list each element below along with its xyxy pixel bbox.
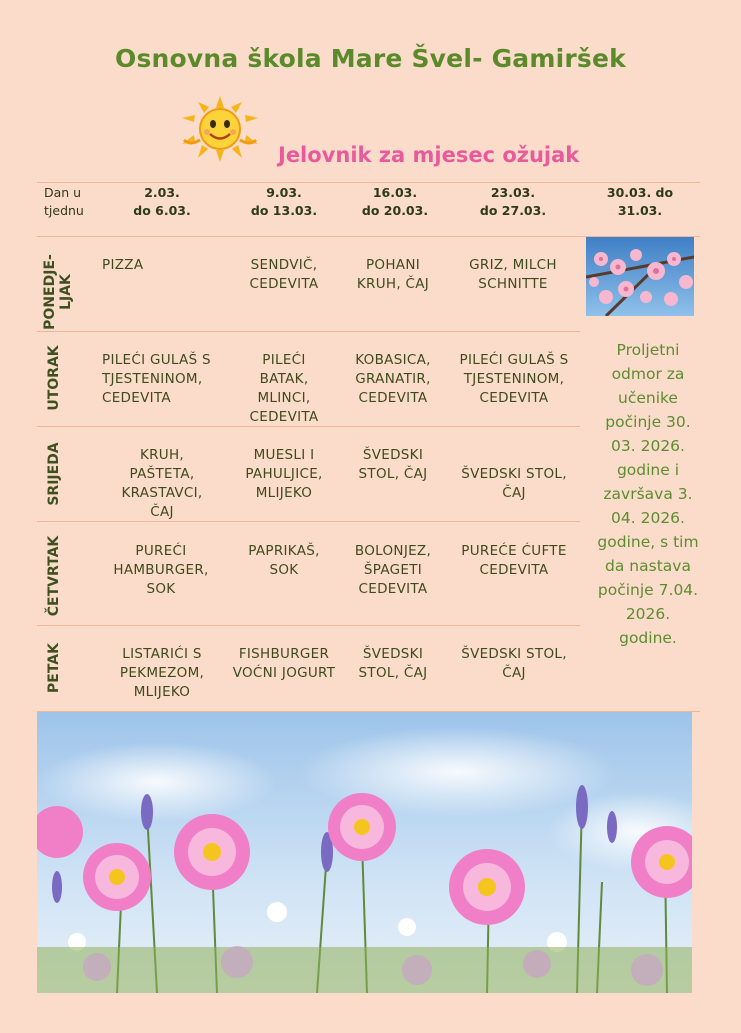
menu-title: Jelovnik za mjesec ožujak — [278, 143, 580, 167]
meal-cell: POHANI KRUH, ČAJ — [356, 257, 430, 292]
meal-cell: SENDVIČ, CEDEVITA — [249, 257, 319, 292]
school-title: Osnovna škola Mare Švel- Gamiršek — [115, 44, 626, 73]
day-label-thursday: ČETVRTAK — [46, 535, 62, 617]
meal-cell: PAPRIKAŠ, SOK — [248, 543, 320, 578]
meal-cell: MUESLI I PAHULJICE, MLIJEKO — [245, 447, 323, 501]
meal-cell: PUREĆI HAMBURGER, SOK — [113, 543, 209, 597]
day-column-header: Dan u tjednu — [44, 185, 84, 218]
meal-cell: PUREĆE ĆUFTE CEDEVITA — [461, 543, 567, 578]
week-header: 30.03. do 31.03. — [606, 185, 674, 218]
meal-cell: GRIZ, MILCH SCHNITTE — [469, 257, 557, 292]
meal-cell: PILEĆI GULAŠ S TJESTENINOM, CEDEVITA — [459, 352, 569, 406]
meal-cell: ŠVEDSKI STOL, ČAJ — [358, 646, 428, 681]
day-label-wednesday: SRIJEDA — [46, 442, 62, 506]
meal-cell: LISTARIĆI S PEKMEZOM, MLIJEKO — [119, 646, 205, 700]
meal-cell: KOBASICA, GRANATIR, CEDEVITA — [355, 352, 431, 406]
holiday-note: Proljetni odmor za učenike počinje 30. 03. 2026. godine i završava 3. 04. 2026. godine, s tim da nastava počinje 7.04. 2026. godine. — [597, 341, 699, 647]
meal-cell: PIZZA — [102, 257, 144, 273]
cherry-blossom-image — [586, 237, 694, 316]
meal-cell: PILEĆI GULAŠ S TJESTENINOM, CEDEVITA — [102, 352, 211, 406]
week-header: 16.03. do 20.03. — [361, 185, 429, 218]
meal-cell: ŠVEDSKI STOL, ČAJ — [461, 646, 567, 681]
day-label-friday: PETAK — [46, 643, 62, 693]
grid-line — [37, 182, 700, 183]
week-header: 9.03. do 13.03. — [250, 185, 318, 218]
week-header: 23.03. do 27.03. — [479, 185, 547, 218]
meal-cell: BOLONJEZ, ŠPAGETI CEDEVITA — [354, 543, 432, 597]
grid-line — [37, 331, 580, 332]
grid-line — [37, 625, 580, 626]
meal-cell: KRUH, PAŠTETA, KRASTAVCI, ČAJ — [121, 447, 203, 520]
week-header: 2.03. do 6.03. — [133, 185, 191, 218]
flower-meadow-image — [37, 712, 692, 993]
meal-cell: PILEĆI BATAK, MLINCI, CEDEVITA — [249, 352, 319, 425]
day-label-tuesday: UTORAK — [46, 345, 62, 411]
day-label-monday: PONEDJE-LJAK — [42, 254, 74, 330]
meal-cell: FISHBURGER VOĆNI JOGURT — [232, 646, 336, 681]
meal-cell: ŠVEDSKI STOL, ČAJ — [461, 466, 567, 501]
meal-cell: ŠVEDSKI STOL, ČAJ — [358, 447, 428, 482]
sun-icon — [176, 96, 264, 162]
